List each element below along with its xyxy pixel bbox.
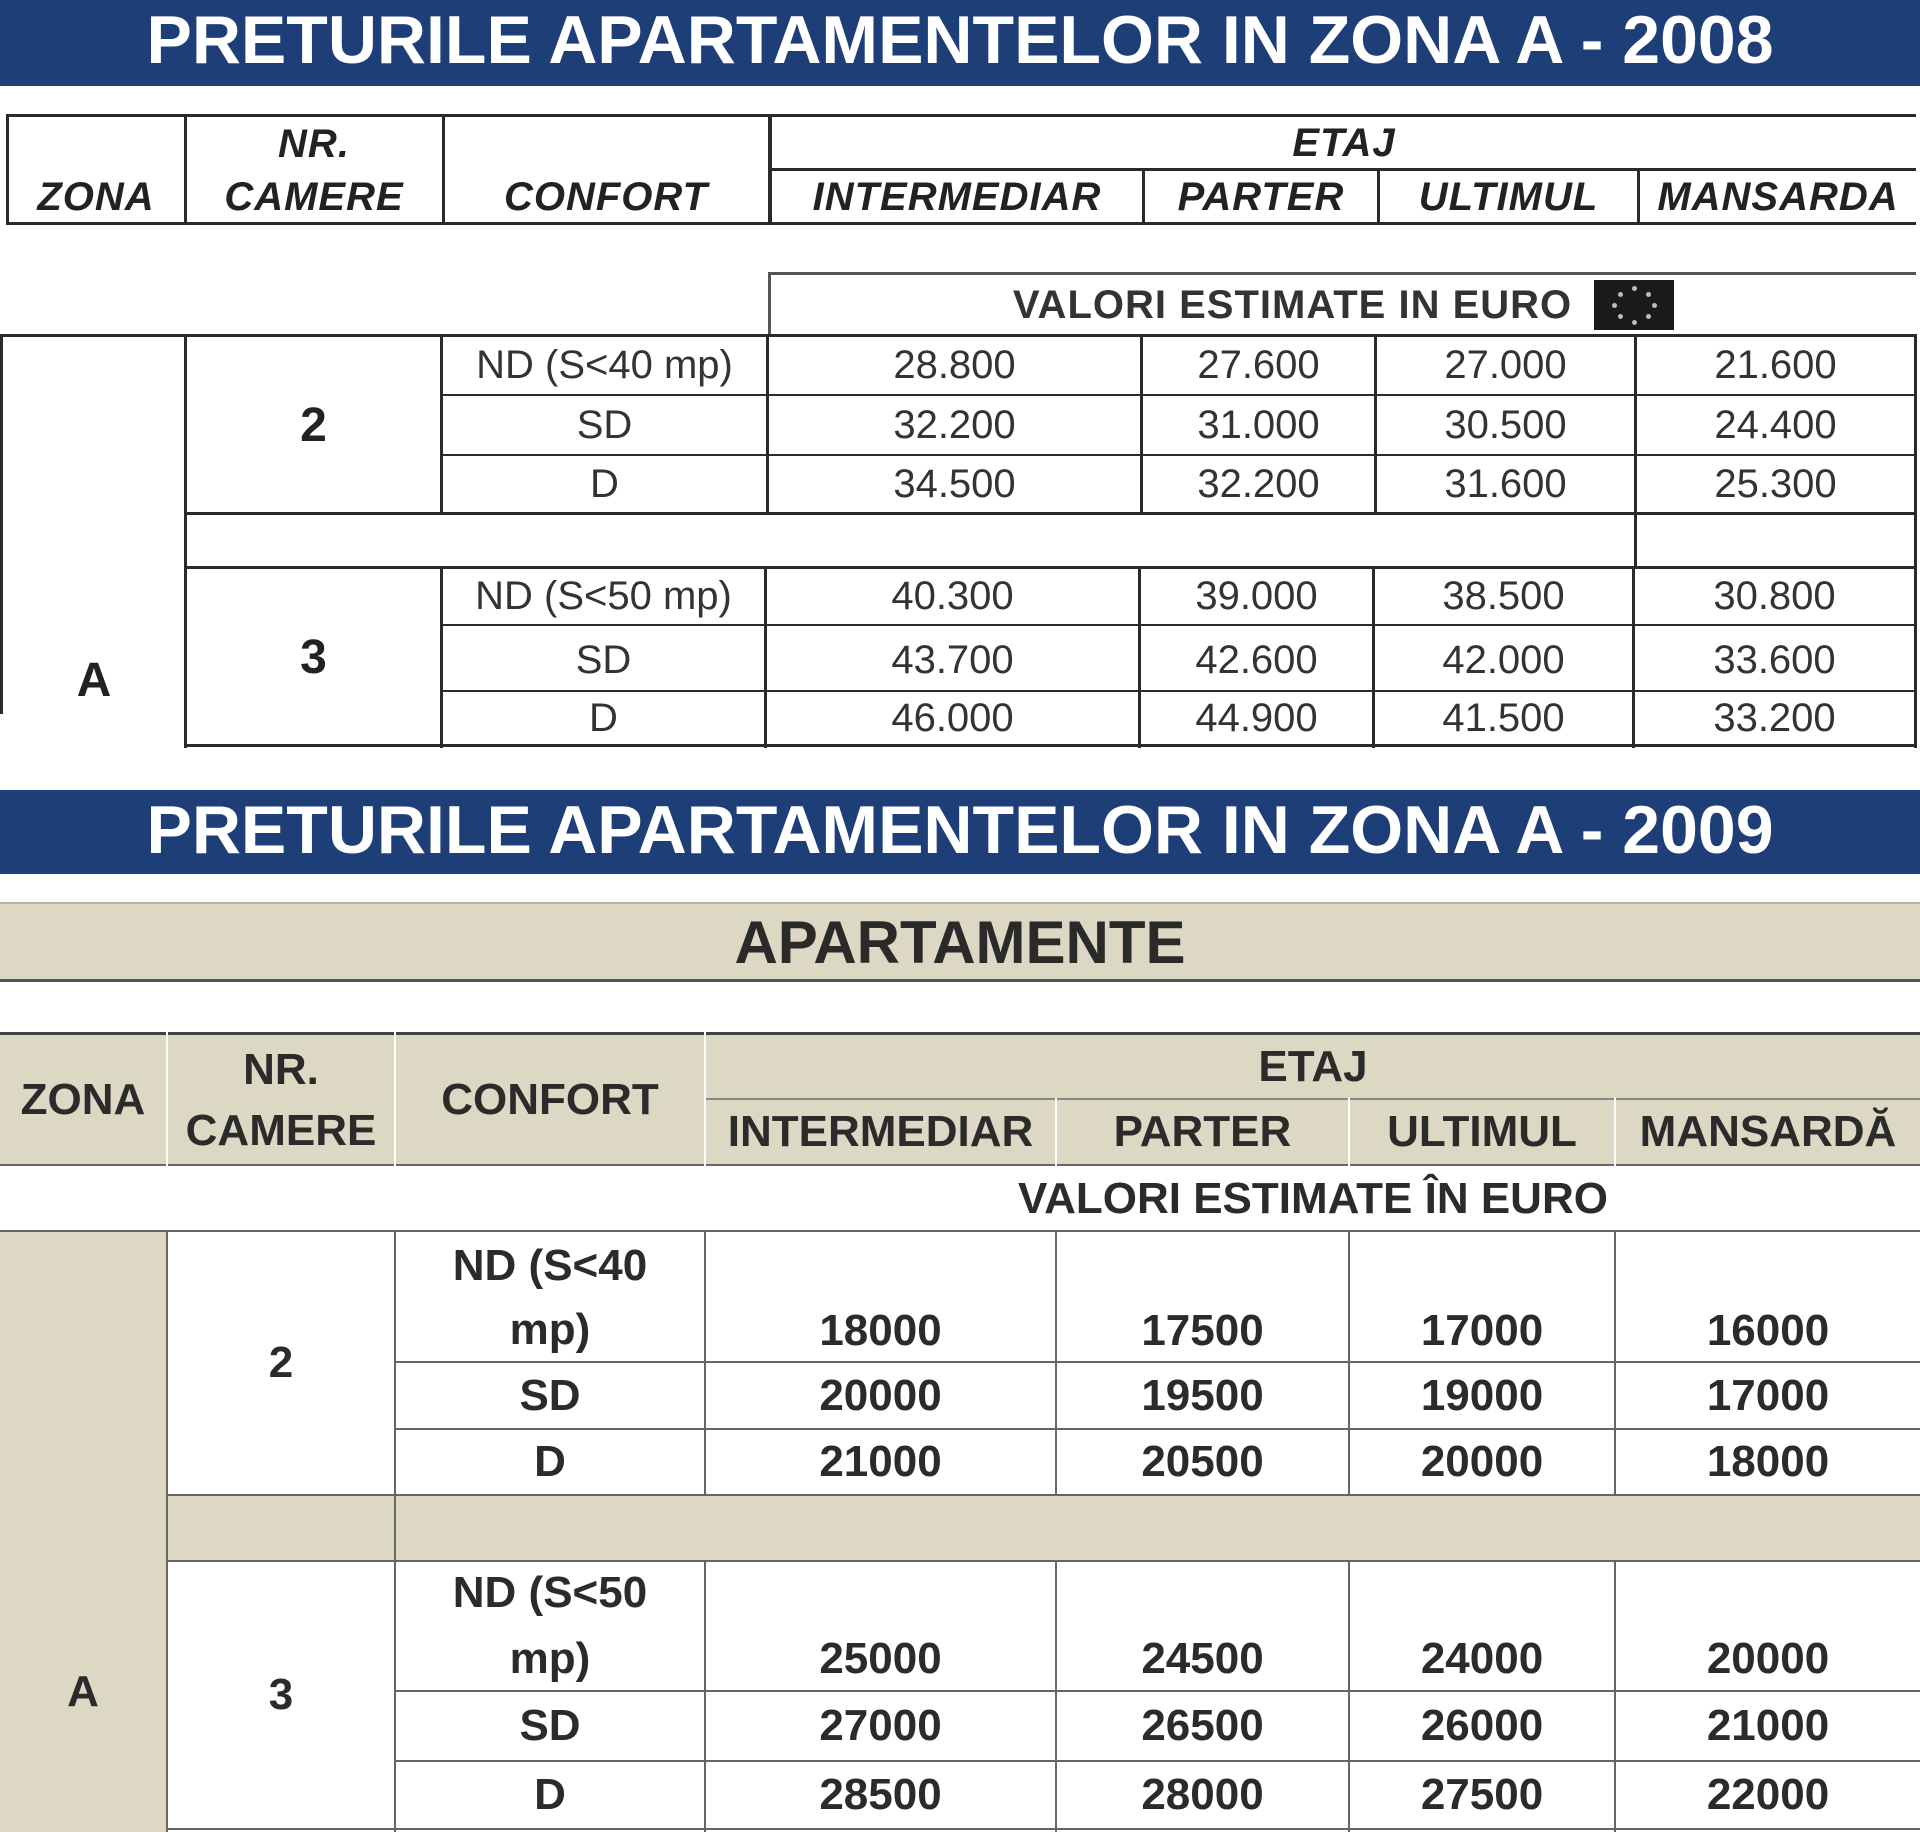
value-cell: 27.600 — [1197, 343, 1320, 387]
zone-label-2008: A — [76, 653, 112, 707]
value-cell: 21.600 — [1714, 343, 1837, 387]
value-cell: 17000 — [1706, 1370, 1830, 1420]
zone-label-2009: A — [67, 1667, 99, 1716]
value-cell: 20000 — [1420, 1437, 1544, 1486]
value-cell: 28.800 — [893, 343, 1016, 387]
header-nr: NR. — [243, 1045, 319, 1094]
header-floor-mansarda: MANSARDA — [1657, 174, 1899, 219]
value-cell: 20000 — [819, 1370, 942, 1420]
value-cell: 33.600 — [1713, 637, 1836, 682]
value-cell: 33.200 — [1713, 695, 1836, 740]
estimate-label-2008: VALORI ESTIMATE IN EURO — [771, 275, 1916, 335]
value-cell: 26500 — [1141, 1701, 1264, 1750]
value-cell: 42.600 — [1195, 637, 1318, 682]
title-2009: PRETURILE APARTAMENTELOR IN ZONA A - 2009 — [146, 792, 1774, 868]
confort-cell: SD — [519, 1701, 581, 1750]
rooms-3-2009: 3 — [268, 1670, 294, 1719]
value-cell: 31.600 — [1444, 461, 1567, 506]
header-floor-intermediar: INTERMEDIAR — [727, 1107, 1034, 1156]
header-confort: CONFORT — [503, 174, 709, 219]
value-cell: 30.500 — [1444, 402, 1567, 447]
section-title: APARTAMENTE — [734, 908, 1186, 976]
header-floor-mansarda: MANSARDĂ — [1639, 1107, 1897, 1156]
confort-cell: SD — [519, 1370, 581, 1420]
value-cell: 19500 — [1141, 1370, 1264, 1420]
value-cell: 25000 — [819, 1634, 942, 1683]
header-confort: CONFORT — [441, 1075, 659, 1124]
header-etaj: ETAJ — [1292, 120, 1396, 165]
estimate-label-2009: VALORI ESTIMATE ÎN EURO — [1018, 1174, 1608, 1223]
value-cell: 16000 — [1706, 1305, 1830, 1355]
rooms-3-2008: 3 — [300, 630, 327, 684]
value-cell: 28500 — [819, 1770, 942, 1819]
rooms-2-2008: 2 — [300, 398, 327, 452]
header-camere: CAMERE — [185, 1106, 377, 1155]
value-cell: 19000 — [1420, 1370, 1544, 1420]
rooms-2-2009: 2 — [268, 1338, 294, 1387]
header-camere: CAMERE — [224, 174, 404, 219]
value-cell: 41.500 — [1442, 695, 1565, 740]
value-cell: 17000 — [1420, 1305, 1544, 1355]
value-cell: 27500 — [1420, 1770, 1544, 1819]
value-cell: 38.500 — [1442, 574, 1565, 618]
header-zona: ZONA — [37, 174, 155, 219]
title-banner-2009 — [0, 790, 1920, 874]
confort-cell: ND (S<50 mp) — [452, 1568, 648, 1683]
value-cell: 46.000 — [891, 695, 1014, 740]
section-bar-apartamente — [0, 902, 1920, 982]
header-floor-ultimul: ULTIMUL — [1387, 1107, 1577, 1156]
value-cell: 20500 — [1141, 1437, 1264, 1486]
value-cell: 24500 — [1141, 1634, 1264, 1683]
confort-cell: SD — [576, 402, 633, 447]
confort-cell: ND (S<40 mp) — [476, 343, 733, 387]
eu-flag-icon — [1594, 280, 1674, 330]
value-cell: 25.300 — [1714, 461, 1837, 506]
title-banner-2008 — [0, 0, 1920, 86]
value-cell: 21000 — [819, 1437, 942, 1486]
value-cell: 40.300 — [891, 574, 1014, 618]
header-floor-ultimul: ULTIMUL — [1418, 174, 1599, 219]
header-floor-parter: PARTER — [1113, 1107, 1292, 1156]
confort-cell: D — [589, 695, 618, 740]
value-cell: 20000 — [1706, 1634, 1830, 1683]
value-cell: 42.000 — [1442, 637, 1565, 682]
confort-cell: ND (S<50 mp) — [475, 574, 732, 618]
value-cell: 17500 — [1141, 1305, 1264, 1355]
confort-cell: D — [534, 1770, 566, 1819]
confort-cell: D — [534, 1437, 566, 1486]
header-nr: NR. — [278, 121, 350, 166]
value-cell: 26000 — [1420, 1701, 1544, 1750]
confort-cell: ND (S<40 mp) — [452, 1240, 648, 1354]
header-zona: ZONA — [20, 1075, 146, 1124]
value-cell: 44.900 — [1195, 695, 1318, 740]
value-cell: 39.000 — [1195, 574, 1318, 618]
value-cell: 27.000 — [1444, 343, 1567, 387]
confort-cell: D — [590, 461, 619, 506]
header-floor-parter: PARTER — [1177, 174, 1345, 219]
value-cell: 30.800 — [1713, 574, 1836, 618]
value-cell: 32.200 — [1197, 461, 1320, 506]
header-etaj: ETAJ — [1258, 1042, 1368, 1091]
value-cell: 24.400 — [1714, 402, 1837, 447]
value-cell: 21000 — [1706, 1701, 1830, 1750]
value-cell: 43.700 — [891, 637, 1014, 682]
value-cell: 31.000 — [1197, 402, 1320, 447]
title-2008: PRETURILE APARTAMENTELOR IN ZONA A - 2008 — [146, 2, 1774, 78]
value-cell: 22000 — [1706, 1770, 1830, 1819]
value-cell: 18000 — [1706, 1437, 1830, 1486]
value-cell: 28000 — [1141, 1770, 1264, 1819]
header-floor-intermediar: INTERMEDIAR — [812, 174, 1102, 219]
confort-cell: SD — [575, 637, 632, 682]
value-cell: 24000 — [1420, 1634, 1544, 1683]
value-cell: 27000 — [819, 1701, 942, 1750]
value-cell: 18000 — [819, 1305, 942, 1355]
value-cell: 34.500 — [893, 461, 1016, 506]
value-cell: 32.200 — [893, 402, 1016, 447]
